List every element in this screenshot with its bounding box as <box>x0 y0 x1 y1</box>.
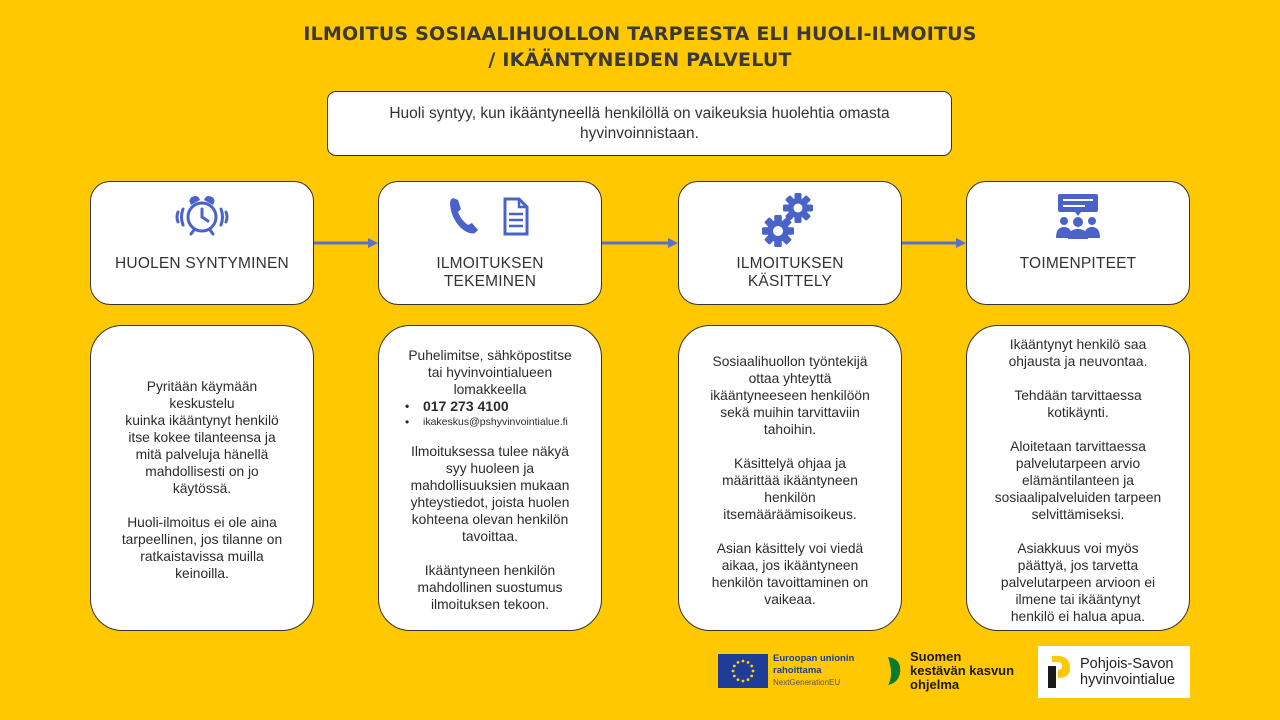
eu-star <box>742 660 745 663</box>
text-line: palvelutarpeen arvioon ei <box>1000 575 1156 590</box>
step-label-line: TEKEMINEN <box>443 273 537 290</box>
skk-logo-line: Suomen <box>910 649 962 664</box>
arrow-right-icon <box>902 237 968 249</box>
eu-star <box>733 675 736 678</box>
skk-logo-line: kestävän kasvun <box>910 663 1015 678</box>
text-line: Asiakkuus voi myös <box>1017 541 1139 556</box>
eu-star <box>747 678 750 681</box>
card-paragraph <box>387 562 593 613</box>
eu-flag-icon <box>718 654 768 688</box>
text-line: tarpeellinen, jos tilanne on <box>121 532 283 547</box>
eu-logo-line: rahoittama <box>773 665 822 676</box>
step-label-line: HUOLEN SYNTYMINEN <box>115 255 289 272</box>
text-line: itse kokee tilanteensa ja <box>128 430 276 445</box>
text-line: syy huoleen ja <box>445 461 535 476</box>
eu-logo-line: NextGenerationEU <box>773 678 841 687</box>
eu-star <box>752 670 755 673</box>
step-ilmoituksen-kasittely <box>678 181 902 305</box>
text-line: Aloitetaan tarvittaessa <box>1010 439 1146 454</box>
text-line: keskustelu <box>169 396 235 411</box>
arrow-right-icon <box>314 237 380 249</box>
card-huolen-syntyminen <box>90 325 314 631</box>
step-label <box>685 255 895 291</box>
text-line: vaikeaa. <box>764 592 816 607</box>
text-line: sekä muihin tarvittaviin <box>720 405 860 420</box>
step-ilmoituksen-tekeminen <box>378 181 602 305</box>
text-line: tavoittaa. <box>462 529 518 544</box>
card-paragraph <box>687 540 893 608</box>
card-paragraph <box>975 336 1181 370</box>
text-line: ratkaistavissa muilla <box>140 549 264 564</box>
pohjois-savon-hyvinvointialue-logo <box>1038 646 1190 698</box>
text-line: Ilmoituksessa tulee näkyä <box>411 444 569 459</box>
eu-star <box>750 665 753 668</box>
text-line: mahdollisesti on jo <box>145 464 259 479</box>
card-paragraph <box>387 443 593 545</box>
step-label-line: TOIMENPITEET <box>1019 255 1137 272</box>
eu-star <box>732 670 735 673</box>
alarm-clock-icon <box>91 192 313 240</box>
card-paragraph <box>99 378 305 497</box>
kestavan-kasvun-logo <box>884 645 1029 697</box>
text-line: kotikäynti. <box>1047 405 1109 420</box>
text-line: Pyritään käymään <box>146 379 258 394</box>
step-label-line: ILMOITUKSEN <box>436 255 544 272</box>
eu-star <box>742 680 745 683</box>
step-label <box>973 255 1183 273</box>
text-line: Ikääntynyt henkilö saa <box>1009 337 1147 352</box>
text-line: itsemääräämisoikeus. <box>723 507 857 522</box>
text-line: elämäntilanteen ja <box>1022 473 1134 488</box>
skk-logo-line: ohjelma <box>910 677 960 692</box>
ps-logo-line: hyvinvointialue <box>1080 672 1176 688</box>
step-toimenpiteet <box>966 181 1190 305</box>
eu-star <box>747 661 750 664</box>
eu-star <box>737 661 740 664</box>
eu-star <box>737 678 740 681</box>
card-paragraph <box>99 514 305 582</box>
text-line: kohteena olevan henkilön <box>411 512 569 527</box>
eu-star <box>750 675 753 678</box>
text-line: palvelutarpeen arvio <box>1015 456 1141 471</box>
text-line: määrittää ikääntyneen <box>722 473 858 488</box>
text-line: ottaa yhteyttä <box>748 371 832 386</box>
text-line: ilmoituksen tekoon. <box>430 597 550 612</box>
text-line: Ikääntyneen henkilön <box>424 563 556 578</box>
text-line: tai hyvinvointialueen <box>427 365 553 380</box>
text-line: henkilön tavoittaminen on <box>711 575 869 590</box>
text-line: keinoilla. <box>175 566 229 581</box>
card-paragraph <box>387 347 593 398</box>
title-line-1: ILMOITUS SOSIAALIHUOLLON TARPEESTA ELI HUOLI-ILMOITUS <box>303 23 977 45</box>
text-line: mahdollinen suostumus <box>417 580 563 595</box>
text-line: Tehdään tarvittaessa <box>1014 388 1142 403</box>
text-line: Sosiaalihuollon työntekijä <box>712 354 868 369</box>
phone-and-document-icon <box>379 192 601 240</box>
text-line: käytössä. <box>172 481 232 496</box>
text-line: mahdollisuuksien mukaan <box>410 478 570 493</box>
page-title <box>0 21 1280 73</box>
eu-star <box>733 665 736 668</box>
text-line: Asian käsittely voi viedä <box>716 541 864 556</box>
text-line: aikaa, jos ikääntyneen <box>721 558 859 573</box>
card-ilmoituksen-kasittely <box>678 325 902 631</box>
text-line: sosiaalipalveluiden tarpeen <box>994 490 1162 505</box>
text-line: Käsittelyä ohjaa ja <box>734 456 846 471</box>
ps-logo-mark-icon <box>1044 652 1076 692</box>
text-line: kuinka ikääntynyt henkilö <box>125 413 279 428</box>
text-line: henkilö ei halua apua. <box>1010 609 1146 624</box>
text-line: päättyä, jos tarvetta <box>1017 558 1139 573</box>
card-ilmoituksen-tekeminen <box>378 325 602 631</box>
text-line: ikääntyneeseen henkilöön <box>710 388 870 403</box>
card-paragraph <box>687 455 893 523</box>
presentation-group-icon <box>967 192 1189 240</box>
step-label <box>97 255 307 273</box>
eu-funding-logo <box>718 645 868 697</box>
contact-list <box>387 398 593 429</box>
step-label <box>385 255 595 291</box>
step-label-line: KÄSITTELY <box>747 273 833 290</box>
card-paragraph <box>975 387 1181 421</box>
ps-logo-line: Pohjois-Savon <box>1080 656 1174 672</box>
step-huolen-syntyminen <box>90 181 314 305</box>
gears-icon <box>679 190 901 250</box>
card-toimenpiteet <box>966 325 1190 631</box>
text-line: lomakkeella <box>453 382 527 397</box>
phone-number[interactable]: • 017 273 4100 <box>405 398 593 415</box>
email-address[interactable]: • ikakeskus@pshyvinvointialue.fi <box>405 415 593 429</box>
text-line: tahoihin. <box>763 422 817 437</box>
card-paragraph <box>975 438 1181 523</box>
text-line: yhteystiedot, joista huolen <box>410 495 570 510</box>
arrow-right-icon <box>602 237 680 249</box>
text-line: ohjausta ja neuvontaa. <box>1008 354 1148 369</box>
text-line: selvittämiseksi. <box>1031 507 1125 522</box>
title-line-2: / IKÄÄNTYNEIDEN PALVELUT <box>488 49 792 71</box>
text-line: mitä palveluja hänellä <box>135 447 269 462</box>
intro-box <box>327 91 952 156</box>
step-label-line: ILMOITUKSEN <box>736 255 844 272</box>
card-paragraph <box>687 353 893 438</box>
card-paragraph <box>975 540 1181 625</box>
text-line: henkilön <box>764 490 816 505</box>
leaf-icon <box>884 655 904 687</box>
text-line: ilmene tai ikääntynyt <box>1015 592 1141 607</box>
intro-text: Huoli syntyy, kun ikääntyneellä henkilöllä on vaikeuksia huolehtia omasta hyvinvoinnistaan. <box>389 104 890 142</box>
text-line: Huoli-ilmoitus ei ole aina <box>127 515 277 530</box>
eu-logo-line: Euroopan unionin <box>773 653 855 664</box>
text-line: Puhelimitse, sähköpostitse <box>408 348 572 363</box>
